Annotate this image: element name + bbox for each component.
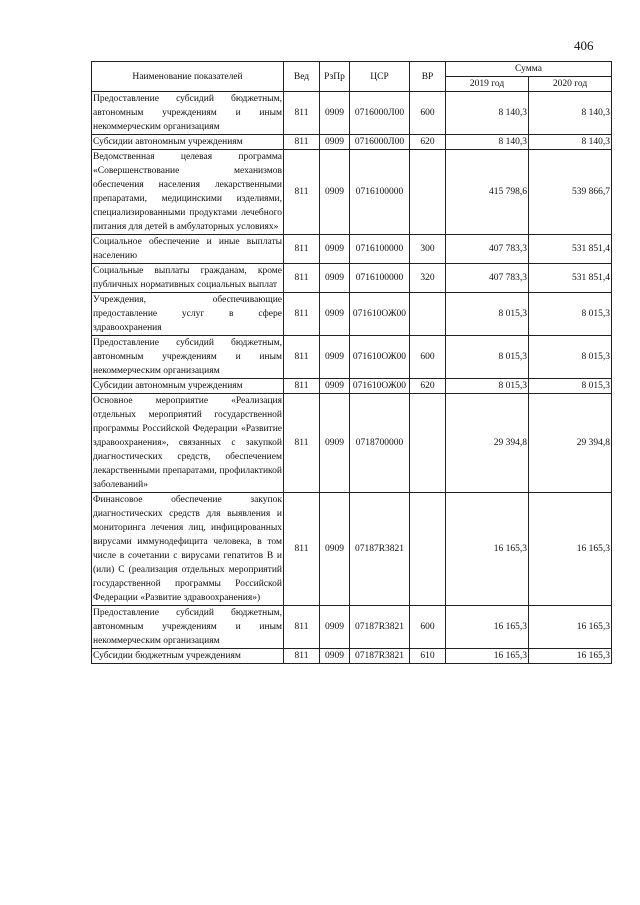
cell-rzpr: 0909 [320,649,350,664]
cell-name: Ведомственная целевая программа «Совершенствование механизмов обеспечения населения лекарственными препаратами, медицинскими изделиями, специализированными продуктами лечебного питания для детей в амбулаторных условиях» [92,150,284,235]
cell-vr [410,150,446,235]
table-header-row [92,62,612,77]
header-vr: ВР [410,62,446,92]
cell-name: Финансовое обеспечение закупок диагностических средств для выявления и мониторинга лечения лиц, инфицированных вирусами иммунодефицита человека, в том числе в сочетании с вирусами гепатитов В и (или) С (реализация отдельных мероприятий государственной программы Российской Федерации «Развитие здравоохранения») [92,493,284,606]
cell-rzpr: 0909 [320,235,350,264]
cell-name: Субсидии автономным учреждениям [92,379,284,394]
cell-ved: 811 [284,92,320,135]
cell-sum-2020: 8 015,3 [529,379,612,394]
cell-sum-2019: 16 165,3 [446,606,529,649]
cell-rzpr: 0909 [320,394,350,493]
cell-ved: 811 [284,379,320,394]
table-row [92,606,612,649]
cell-sum-2020: 531 851,4 [529,235,612,264]
cell-rzpr: 0909 [320,493,350,606]
cell-sum-2020: 531 851,4 [529,264,612,293]
table-row [92,150,612,235]
cell-sum-2020: 16 165,3 [529,649,612,664]
cell-name: Субсидии автономным учреждениям [92,135,284,150]
cell-sum-2019: 16 165,3 [446,493,529,606]
cell-sum-2019: 407 783,3 [446,264,529,293]
table-row [92,379,612,394]
table-body [92,92,612,664]
cell-ved: 811 [284,150,320,235]
cell-csr: 0716000Л00 [350,135,410,150]
cell-name: Учреждения, обеспечивающие предоставление услуг в сфере здравоохранения [92,293,284,336]
cell-ved: 811 [284,394,320,493]
header-ved: Вед [284,62,320,92]
table-row [92,493,612,606]
cell-sum-2020: 8 015,3 [529,336,612,379]
cell-csr: 0716100000 [350,150,410,235]
cell-sum-2020: 539 866,7 [529,150,612,235]
cell-name: Предоставление субсидий бюджетным, автономным учреждениям и иным некоммерческим организациям [92,606,284,649]
cell-name: Социальное обеспечение и иные выплаты населению [92,235,284,264]
cell-rzpr: 0909 [320,92,350,135]
cell-ved: 811 [284,649,320,664]
cell-ved: 811 [284,264,320,293]
cell-ved: 811 [284,235,320,264]
cell-sum-2020: 16 165,3 [529,493,612,606]
header-sum: Сумма [446,62,612,77]
table-row [92,394,612,493]
cell-vr: 300 [410,235,446,264]
cell-vr: 600 [410,606,446,649]
cell-csr: 0718700000 [350,394,410,493]
cell-csr: 0716000Л00 [350,92,410,135]
header-year-2020: 2020 год [529,77,612,92]
header-name: Наименование показателей [92,62,284,92]
cell-csr: 07187R3821 [350,493,410,606]
cell-sum-2019: 8 140,3 [446,135,529,150]
cell-name: Предоставление субсидий бюджетным, автономным учреждениям и иным некоммерческим организациям [92,92,284,135]
cell-sum-2019: 16 165,3 [446,649,529,664]
cell-sum-2019: 415 798,6 [446,150,529,235]
table-row [92,336,612,379]
cell-vr: 600 [410,336,446,379]
cell-sum-2020: 16 165,3 [529,606,612,649]
cell-csr: 071610ОЖ00 [350,293,410,336]
cell-rzpr: 0909 [320,293,350,336]
cell-ved: 811 [284,606,320,649]
cell-sum-2020: 29 394,8 [529,394,612,493]
cell-vr [410,293,446,336]
page-number: 406 [574,38,594,53]
cell-csr: 0716100000 [350,264,410,293]
cell-sum-2020: 8 140,3 [529,92,612,135]
cell-vr: 320 [410,264,446,293]
cell-name: Социальные выплаты гражданам, кроме публичных нормативных социальных выплат [92,264,284,293]
cell-csr: 07187R3821 [350,606,410,649]
cell-rzpr: 0909 [320,379,350,394]
cell-vr: 620 [410,379,446,394]
cell-name: Основное мероприятие «Реализация отдельных мероприятий государственной программы Российской Федерации «Развитие здравоохранения», связанных с закупкой диагностических средств, обеспечением лекарственными препаратами, профилактикой заболеваний» [92,394,284,493]
cell-ved: 811 [284,135,320,150]
cell-rzpr: 0909 [320,264,350,293]
cell-rzpr: 0909 [320,150,350,235]
table-row [92,293,612,336]
cell-sum-2019: 8 015,3 [446,379,529,394]
cell-rzpr: 0909 [320,606,350,649]
header-csr: ЦСР [350,62,410,92]
cell-sum-2019: 8 015,3 [446,293,529,336]
cell-vr: 600 [410,92,446,135]
cell-sum-2019: 407 783,3 [446,235,529,264]
cell-rzpr: 0909 [320,336,350,379]
cell-csr: 07187R3821 [350,649,410,664]
cell-name: Субсидии бюджетным учреждениям [92,649,284,664]
cell-csr: 071610ОЖ00 [350,336,410,379]
cell-vr [410,394,446,493]
cell-sum-2019: 29 394,8 [446,394,529,493]
table-row [92,135,612,150]
table-row [92,92,612,135]
header-year-2019: 2019 год [446,77,529,92]
cell-csr: 0716100000 [350,235,410,264]
cell-vr: 610 [410,649,446,664]
cell-rzpr: 0909 [320,135,350,150]
cell-vr [410,493,446,606]
cell-sum-2019: 8 015,3 [446,336,529,379]
table-row [92,235,612,264]
cell-sum-2020: 8 015,3 [529,293,612,336]
header-rzpr: РзПр [320,62,350,92]
cell-ved: 811 [284,493,320,606]
table-row [92,649,612,664]
cell-sum-2019: 8 140,3 [446,92,529,135]
cell-ved: 811 [284,293,320,336]
cell-ved: 811 [284,336,320,379]
cell-vr: 620 [410,135,446,150]
cell-csr: 071610ОЖ00 [350,379,410,394]
table-row [92,264,612,293]
cell-sum-2020: 8 140,3 [529,135,612,150]
budget-table [91,61,612,664]
cell-name: Предоставление субсидий бюджетным, автономным учреждениям и иным некоммерческим организациям [92,336,284,379]
